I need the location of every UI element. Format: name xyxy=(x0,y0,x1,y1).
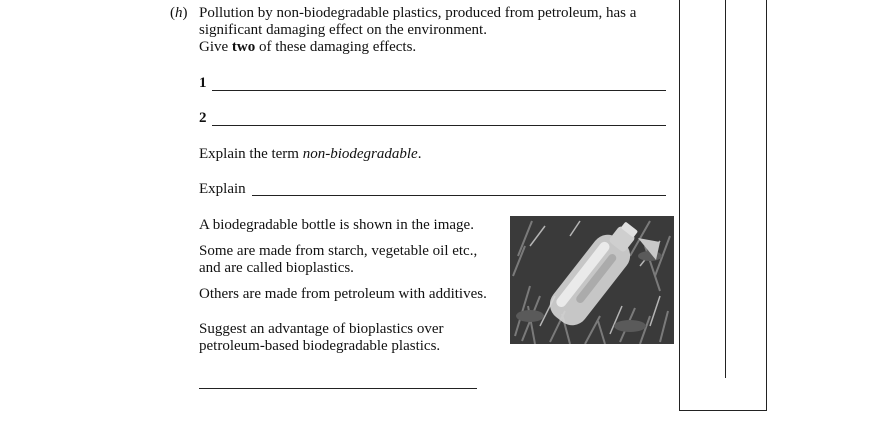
margin-left-border xyxy=(679,0,680,411)
question-label: (h) xyxy=(170,5,188,21)
answer-1-number: 1 xyxy=(199,75,207,91)
explain-instruction: Explain the term non-biodegradable. xyxy=(199,146,422,162)
explain-label: Explain xyxy=(199,181,246,197)
explain-answer-line[interactable] xyxy=(252,195,666,196)
intro-line-1: Pollution by non-biodegradable plastics, produced from petroleum, has a xyxy=(199,5,637,21)
suggest-line-1: Suggest an advantage of bioplastics over xyxy=(199,321,444,337)
margin-right-border xyxy=(766,0,767,411)
instruction: Give two of these damaging effects. xyxy=(199,39,417,55)
marks-column-divider xyxy=(725,0,726,378)
starch-line-1: Some are made from starch, vegetable oil etc., xyxy=(199,243,478,259)
bottle-line: A biodegradable bottle is shown in the image. xyxy=(199,217,474,233)
answer-2-line[interactable] xyxy=(212,125,666,126)
starch-line-2: and are called bioplastics. xyxy=(199,260,354,276)
answer-1-line[interactable] xyxy=(212,90,666,91)
answer-2-number: 2 xyxy=(199,110,207,126)
suggest-line-2: petroleum-based biodegradable plastics. xyxy=(199,338,441,354)
intro-line-2: significant damaging effect on the environment. xyxy=(199,22,487,38)
biodegradable-bottle-photo xyxy=(510,216,674,344)
margin-bottom-border xyxy=(679,410,767,411)
others-line: Others are made from petroleum with additives. xyxy=(199,286,487,302)
suggest-answer-line[interactable] xyxy=(199,388,477,389)
